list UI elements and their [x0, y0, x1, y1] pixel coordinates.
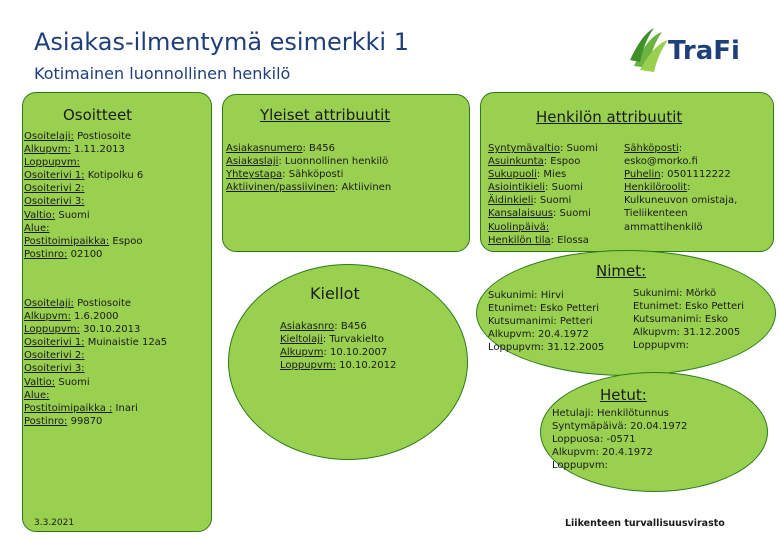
- yleiset-row: Asiakaslaji: Luonnollinen henkilö: [226, 156, 389, 168]
- yleiset-title: Yleiset attribuutit: [260, 106, 391, 124]
- henkilo-row: Henkilön tila: Elossa: [488, 234, 589, 246]
- yleiset-row: Asiakasnumero: B456: [226, 143, 335, 154]
- address1-row: Postitoimipaikka: Espoo: [24, 235, 143, 247]
- address2-row: Osoiterivi 3:: [24, 363, 85, 375]
- nimet-row: Etunimet: Esko Petteri: [488, 303, 600, 315]
- henkilo-row: Sähköposti:: [624, 143, 683, 154]
- henkilo-row: Kulkuneuvon omistaja,: [624, 195, 738, 207]
- nimet-row: Etunimet: Esko Petteri: [633, 301, 745, 313]
- address2-row: Alue:: [24, 389, 50, 401]
- yleiset-rows: [226, 142, 391, 194]
- address2-row: Postinro: 99870: [24, 415, 103, 427]
- address1-row: Valtio: Suomi: [24, 209, 90, 221]
- nimet-right-rows: [633, 287, 744, 352]
- kiellot-row: Kieltolaji: Turvakielto: [280, 334, 384, 346]
- footer-agency: Liikenteen turvallisuusvirasto: [565, 518, 725, 529]
- address2-row: Osoiterivi 1: Muinaistie 12a5: [24, 337, 168, 349]
- henkilo-row: Sukupuoli: Mies: [488, 169, 567, 181]
- henkilo-row: Syntymävaltio: Suomi: [488, 143, 598, 154]
- nimet-row: Loppupvm:: [633, 340, 689, 352]
- address2-row: Postitoimipaikka : Inari: [24, 402, 138, 414]
- address1-row: Alkupvm: 1.11.2013: [24, 144, 125, 156]
- henkilo-row: Asiointikieli: Suomi: [488, 182, 583, 194]
- page-title: Asiakas-ilmentymä esimerkki 1: [34, 28, 409, 56]
- henkilo-row: Henkilöroolit:: [624, 182, 691, 194]
- footer-date: 3.3.2021: [34, 518, 75, 528]
- kiellot-rows: [280, 320, 396, 372]
- nimet-left-rows: [488, 289, 604, 354]
- address2-row: Alkupvm: 1.6.2000: [24, 311, 119, 323]
- hetut-row: Hetulaji: Henkilötunnus: [552, 408, 669, 419]
- henkilo-title: Henkilön attribuutit: [536, 108, 683, 126]
- hetut-title: Hetut:: [600, 386, 647, 404]
- yleiset-row: Aktiivinen/passiivinen: Aktiivinen: [226, 182, 392, 194]
- address2-row: Valtio: Suomi: [24, 376, 90, 388]
- henkilo-row: esko@morko.fi: [624, 156, 698, 168]
- nimet-row: Alkupvm: 20.4.1972: [488, 329, 589, 341]
- nimet-row: Kutsumanimi: Petteri: [488, 316, 593, 328]
- henkilo-right-rows: [624, 142, 737, 234]
- henkilo-row: Kuolinpäivä:: [488, 221, 550, 233]
- address2-row: Osoiterivi 2:: [24, 350, 85, 362]
- henkilo-row: Äidinkieli: Suomi: [488, 195, 572, 207]
- hetut-row: Loppuosa: -0571: [552, 434, 636, 446]
- address2-row: Loppupvm: 30.10.2013: [24, 324, 141, 336]
- henkilo-row: Tieliikenteen: [624, 208, 688, 220]
- address-block-2: [24, 297, 167, 428]
- address2-row: Osoitelaji: Postiosoite: [24, 298, 132, 309]
- address1-row: Loppupvm:: [24, 157, 80, 169]
- page-subtitle: Kotimainen luonnollinen henkilö: [34, 64, 291, 83]
- henkilo-left-rows: [488, 142, 598, 247]
- kiellot-title: Kiellot: [310, 284, 360, 303]
- hetut-rows: [552, 407, 687, 472]
- address1-row: Postinro: 02100: [24, 248, 103, 260]
- hetut-row: Alkupvm: 20.4.1972: [552, 447, 653, 459]
- yleiset-row: Yhteystapa: Sähköposti: [226, 169, 344, 181]
- address1-row: Alue:: [24, 222, 50, 234]
- hetut-row: Loppupvm:: [552, 460, 608, 472]
- address-block-1: [24, 130, 143, 261]
- hetut-row: Syntymäpäivä: 20.04.1972: [552, 421, 688, 433]
- nimet-row: Alkupvm: 31.12.2005: [633, 327, 741, 339]
- address1-row: Osoiterivi 3:: [24, 196, 85, 208]
- address1-row: Osoitelaji: Postiosoite: [24, 131, 132, 142]
- logo-text: TraFi: [668, 36, 740, 66]
- nimet-row: Loppupvm: 31.12.2005: [488, 342, 605, 354]
- henkilo-row: ammattihenkilö: [624, 221, 703, 233]
- address1-row: Osoiterivi 1: Kotipolku 6: [24, 170, 144, 182]
- kiellot-row: Alkupvm: 10.10.2007: [280, 347, 388, 359]
- kiellot-row: Loppupvm: 10.10.2012: [280, 360, 397, 372]
- nimet-row: Kutsumanimi: Esko: [633, 314, 728, 326]
- henkilo-row: Asuinkunta: Espoo: [488, 156, 581, 168]
- kiellot-row: Asiakasnro: B456: [280, 321, 367, 332]
- nimet-row: Sukunimi: Mörkö: [633, 288, 717, 299]
- address1-row: Osoiterivi 2:: [24, 183, 85, 195]
- osoitteet-title: Osoitteet: [63, 106, 133, 124]
- nimet-row: Sukunimi: Hirvi: [488, 290, 564, 301]
- nimet-title: Nimet:: [596, 262, 647, 280]
- henkilo-row: Puhelin: 0501112222: [624, 169, 731, 181]
- henkilo-row: Kansalaisuus: Suomi: [488, 208, 591, 220]
